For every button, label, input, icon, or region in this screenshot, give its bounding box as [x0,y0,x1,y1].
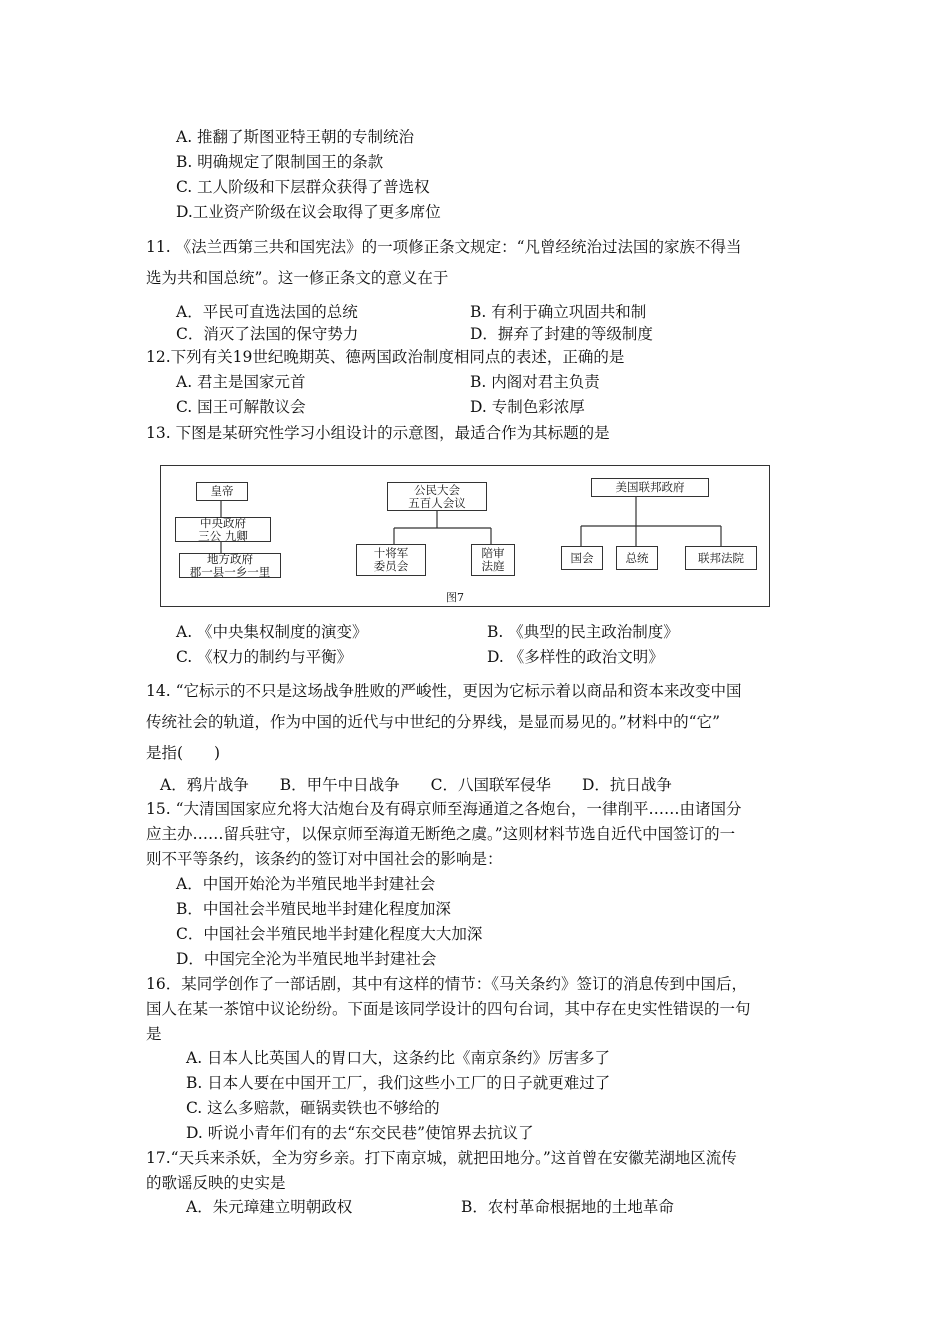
diagram-label: 陪审 [481,546,505,560]
q17-stem-line2: 的歌谣反映的史实是 [146,1174,286,1192]
q16-stem-line1: 16．某同学创作了一部话剧，其中有这样的情节：《马关条约》签订的消息传到中国后， [146,975,747,993]
q15-option-a: A．中国开始沦为半殖民地半封建社会 [176,875,436,893]
q12-option-d: D. 专制色彩浓厚 [470,398,585,416]
diagram-box-local-gov [179,553,281,578]
q13-option-b: B. 《典型的民主政治制度》 [487,623,679,641]
q15-stem-line2: 应主办……留兵驻守，以保京师至海道无断绝之虞。”这则材料节选自近代中国签订的一 [146,825,736,843]
diagram-label: 公民大会 [414,482,460,497]
q12-option-b: B. 内阁对君主负责 [470,373,600,391]
q12-stem: 12.下列有关19世纪晚期英、德两国政治制度相同点的表述，正确的是 [146,348,625,366]
diagram-box-congress [561,546,603,570]
diagram-box-president [616,546,658,570]
diagram-label: 国会 [570,550,594,565]
diagram-label: 十将军 [373,546,409,560]
diagram-box-central-gov [175,517,271,542]
diagram-box-assembly [387,482,487,511]
q15-option-b: B．中国社会半殖民地半封建化程度加深 [176,900,451,918]
q13-option-a: A. 《中央集权制度的演变》 [176,623,368,641]
q12-option-a: A. 君主是国家元首 [176,373,306,391]
diagram-label: 三公 九卿 [198,528,248,543]
q11-stem-line1: 11. 《法兰西第三共和国宪法》的一项修正条文规定：“凡曾经统治过法国的家族不得当 [146,238,742,256]
q16-option-d: D. 听说小青年们有的去“东交民巷”使馆界去抗议了 [186,1124,534,1142]
q10-option-c: C. 工人阶级和下层群众获得了普选权 [176,178,430,196]
q10-option-a: A. 推翻了斯图亚特王朝的专制统治 [176,128,415,146]
q14-options: A．鸦片战争 B．甲午中日战争 C．八国联军侵华 D．抗日战争 [160,776,672,794]
diagram-label: 中央政府 [200,515,246,530]
q14-stem-line2: 传统社会的轨道，作为中国的近代与中世纪的分界线，是显而易见的。”材料中的“它” [146,713,721,731]
diagram-box-federal-court [685,546,757,570]
q11-option-c: C．消灭了法国的保守势力 [176,325,359,343]
diagram-label: 总统 [625,550,649,565]
diagram-box-emperor [196,482,248,501]
q16-option-a: A. 日本人比英国人的胃口大，这条约比《南京条约》厉害多了 [186,1049,611,1067]
diagram-label: 美国联邦政府 [615,480,685,494]
q10-option-b: B. 明确规定了限制国王的条款 [176,153,384,171]
q16-option-c: C. 这么多赔款，砸锅卖铁也不够给的 [186,1099,440,1117]
diagram-label: 地方政府 [207,551,253,566]
q11-option-d: D．摒弃了封建的等级制度 [470,325,653,343]
q13-option-c: C. 《权力的制约与平衡》 [176,648,353,666]
diagram-box-jury [471,544,515,576]
q11-stem-line2: 选为共和国总统”。这一修正条文的意义在于 [146,269,449,287]
q13-option-d: D. 《多样性的政治文明》 [487,648,664,666]
q13-stem: 13. 下图是某研究性学习小组设计的示意图，最适合作为其标题的是 [146,424,610,442]
q17-option-b: B．农村革命根据地的土地革命 [461,1198,674,1216]
q14-stem-line3: 是指( ) [146,744,221,762]
diagram-label: 皇帝 [210,484,234,498]
q12-option-c: C. 国王可解散议会 [176,398,306,416]
q16-option-b: B. 日本人要在中国开工厂，我们这些小工厂的日子就更难过了 [186,1074,611,1092]
diagram-caption: 图7 [446,591,464,604]
diagram-label: 委员会 [373,559,409,573]
diagram-box-us-federal-gov [591,478,709,497]
q17-stem-line1: 17.“天兵来杀妖，全为穷乡亲。打下南京城，就把田地分。”这首曾在安徽芜湖地区流传 [146,1149,737,1167]
diagram-label: 法庭 [481,559,505,573]
q15-option-d: D．中国完全沦为半殖民地半封建社会 [176,950,437,968]
q15-option-c: C．中国社会半殖民地半封建化程度大大加深 [176,925,483,943]
q15-stem-line1: 15. “大清国国家应允将大沽炮台及有碍京师至海通道之各炮台，一律削平……由诸国分 [146,800,742,818]
q17-option-a: A．朱元璋建立明朝政权 [186,1198,353,1216]
q16-stem-line3: 是 [146,1025,162,1043]
q14-stem-line1: 14. “它标示的不只是这场战争胜败的严峻性，更因为它标示着以商品和资本来改变中国 [146,682,742,700]
q15-stem-line3: 则不平等条约，该条约的签订对中国社会的影响是： [146,850,503,868]
diagram-box-generals [356,544,426,576]
diagram-label: 五百人会议 [408,495,466,510]
q10-option-d: D.工业资产阶级在议会取得了更多席位 [176,203,441,221]
q11-option-b: B. 有利于确立巩固共和制 [470,303,647,321]
diagram-label: 郡一县一乡一里 [189,564,271,579]
q13-diagram [160,465,770,607]
diagram-label: 联邦法院 [698,550,744,565]
q16-stem-line2: 国人在某一茶馆中议论纷纷。下面是该同学设计的四句台词，其中存在史实性错误的一句 [146,1000,751,1018]
q11-option-a: A．平民可直选法国的总统 [176,303,358,321]
